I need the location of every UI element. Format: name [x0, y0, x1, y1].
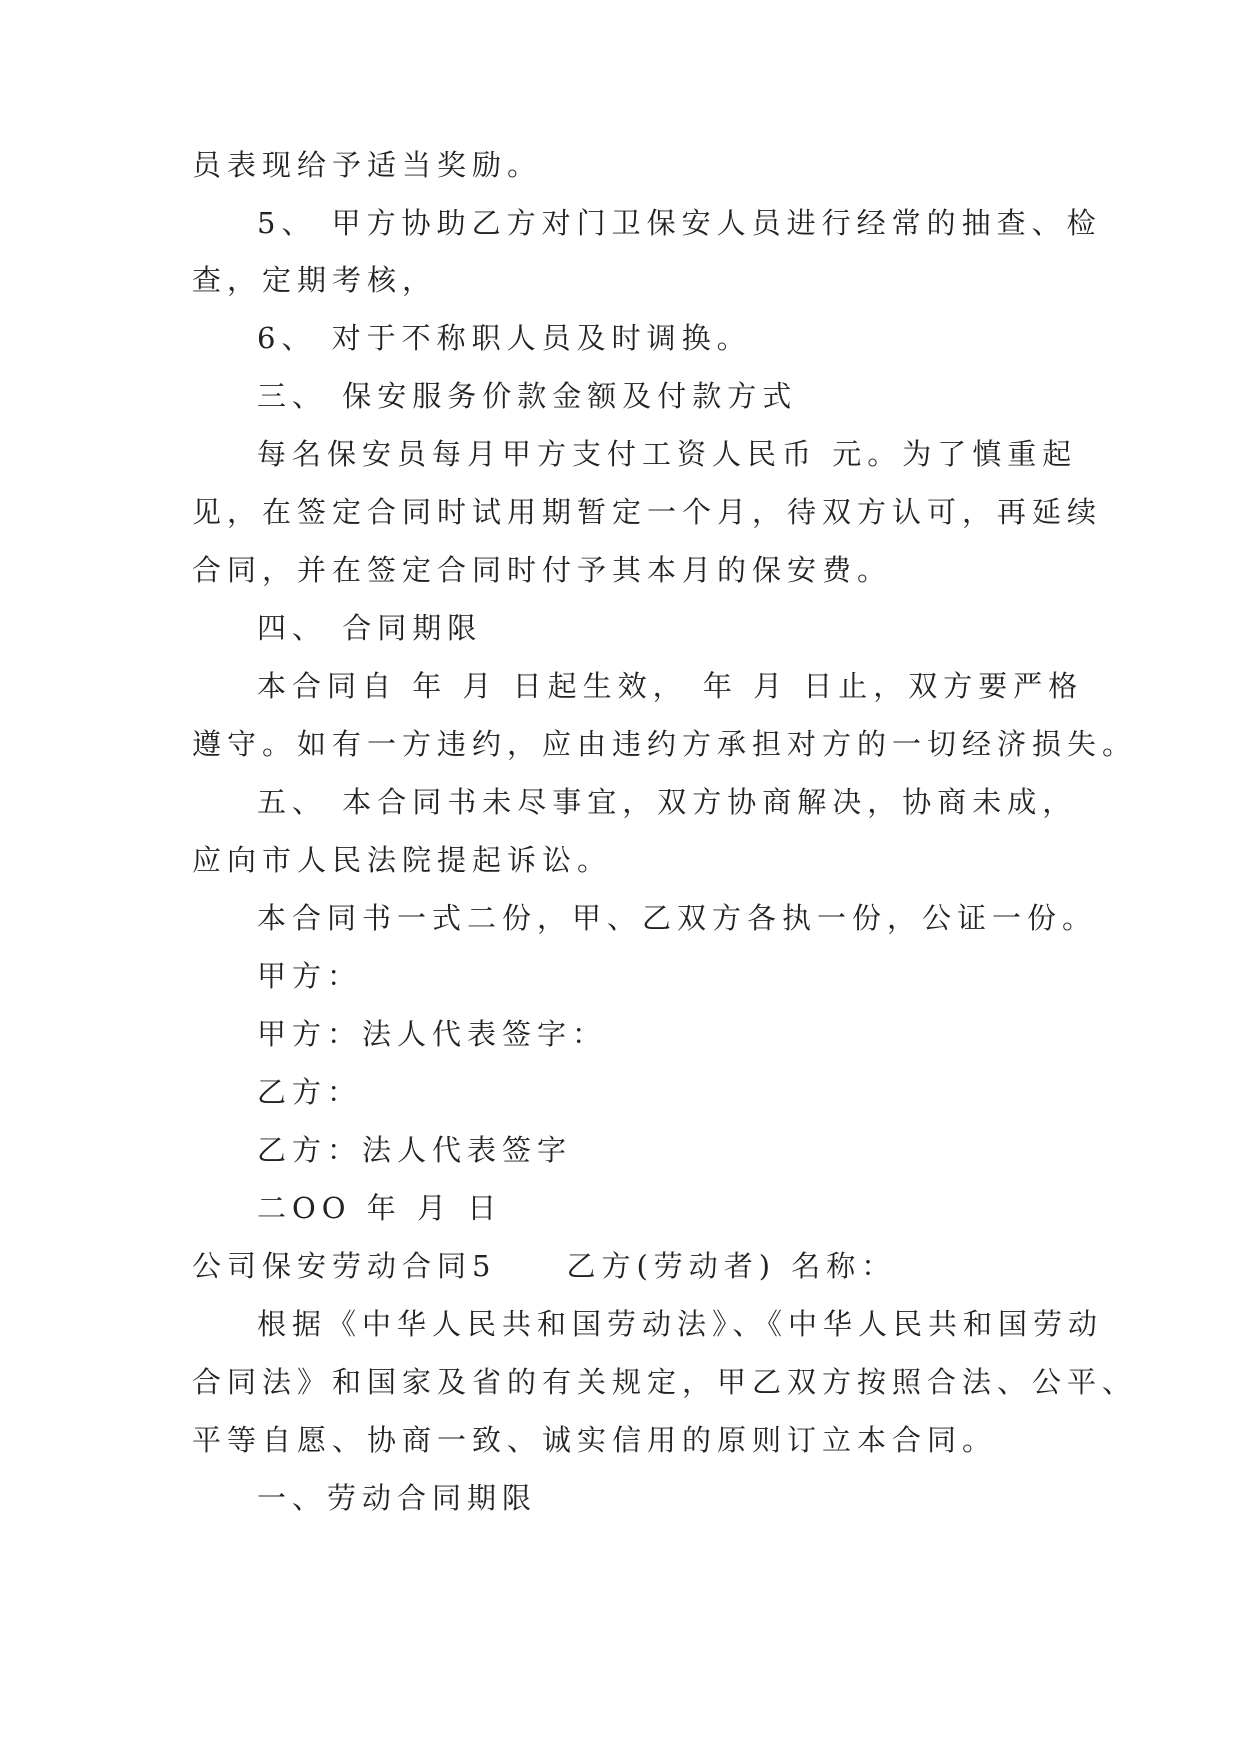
text-line: 本合同书一式二份，甲、乙双方各执一份，公证一份。: [257, 901, 1098, 935]
text-line: 合同法》和国家及省的有关规定，甲乙双方按照合法、公平、: [192, 1365, 1138, 1399]
text-line: 根据《中华人民共和国劳动法》、《中华人民共和国劳动: [257, 1307, 1104, 1341]
text-line: 员表现给予适当奖励。: [192, 148, 543, 182]
text-line: 6、 对于不称职人员及时调换。: [257, 321, 752, 355]
text-line: 本合同自 年 月 日起生效， 年 月 日止，双方要严格: [257, 669, 1084, 703]
text-line: 一、劳动合同期限: [257, 1481, 538, 1515]
text-line: 每名保安员每月甲方支付工资人民币 元。为了慎重起: [257, 437, 1078, 471]
text-line: 甲方：: [257, 959, 363, 993]
text-line: 遵守。如有一方违约，应由违约方承担对方的一切经济损失。: [192, 727, 1138, 761]
text-line: 应向市人民法院提起诉讼。: [192, 843, 613, 877]
text-line: 见，在签定合同时试用期暂定一个月，待双方认可，再延续: [192, 495, 1103, 529]
text-line: 合同，并在签定合同时付予其本月的保安费。: [192, 553, 893, 587]
text-line: 查，定期考核，: [192, 263, 438, 297]
text-line: 5、 甲方协助乙方对门卫保安人员进行经常的抽查、检: [257, 206, 1102, 240]
text-line: 公司保安劳动合同5 乙方(劳动者) 名称：: [192, 1249, 897, 1283]
text-line: 乙方：法人代表签字: [257, 1133, 573, 1167]
text-line: 二OO 年 月 日: [257, 1191, 503, 1225]
text-line: 四、 合同期限: [257, 611, 483, 645]
text-line: 三、 保安服务价款金额及付款方式: [257, 379, 798, 413]
text-line: 平等自愿、协商一致、诚实信用的原则订立本合同。: [192, 1423, 998, 1457]
text-line: 五、 本合同书未尽事宜，双方协商解决，协商未成，: [257, 785, 1078, 819]
text-line: 甲方：法人代表签字：: [257, 1017, 608, 1051]
text-line: 乙方：: [257, 1075, 363, 1109]
